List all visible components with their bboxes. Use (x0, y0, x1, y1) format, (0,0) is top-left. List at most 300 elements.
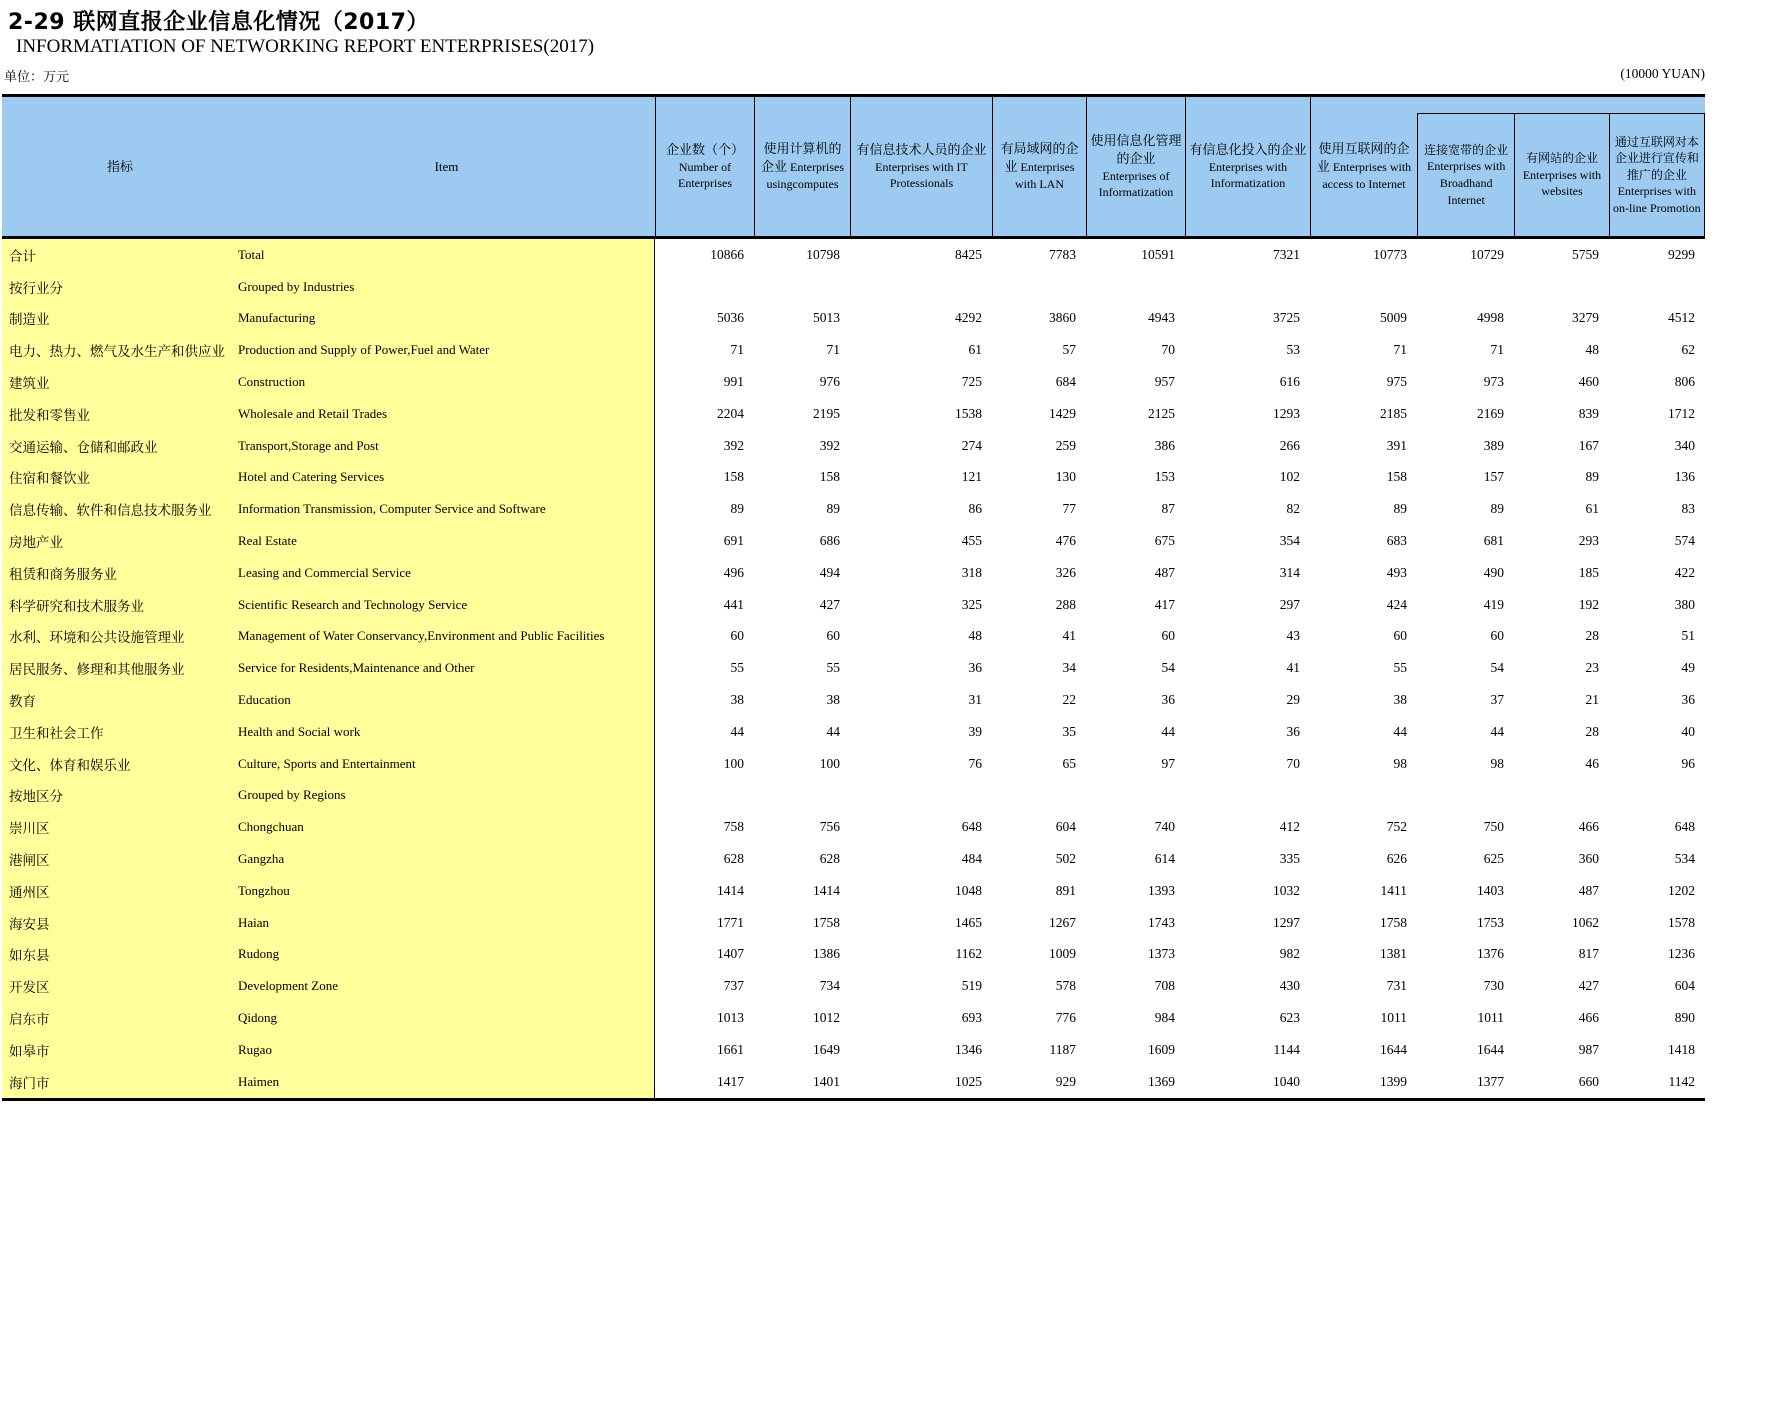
row-value: 4943 (1086, 303, 1185, 335)
row-label-zh: 电力、热力、燃气及水生产和供应业 (2, 334, 238, 366)
row-label-zh: 水利、环境和公共设施管理业 (2, 621, 238, 653)
row-label-zh: 如皋市 (2, 1034, 238, 1066)
row-label-en: Leasing and Commercial Service (238, 557, 655, 589)
row-value: 660 (1514, 1066, 1609, 1098)
table-row (2, 716, 1705, 748)
row-value: 340 (1609, 430, 1705, 462)
row-value: 691 (655, 525, 754, 557)
row-value: 419 (1417, 589, 1514, 621)
table-row (2, 621, 1705, 653)
row-value: 1407 (655, 939, 754, 971)
row-value: 417 (1086, 589, 1185, 621)
row-value: 10798 (754, 239, 850, 271)
row-label-zh: 租赁和商务服务业 (2, 557, 238, 589)
row-value: 36 (1185, 716, 1310, 748)
row-label-en: Development Zone (238, 970, 655, 1002)
row-value (1514, 780, 1609, 812)
row-value: 136 (1609, 462, 1705, 494)
row-value: 60 (1417, 621, 1514, 653)
row-value: 623 (1185, 1002, 1310, 1034)
row-value: 89 (655, 493, 754, 525)
table-row (2, 970, 1705, 1002)
row-value: 43 (1185, 621, 1310, 653)
row-label-en: Chongchuan (238, 811, 655, 843)
row-value: 1393 (1086, 875, 1185, 907)
row-value: 4292 (850, 303, 992, 335)
row-value: 34 (992, 652, 1086, 684)
row-value: 427 (1514, 970, 1609, 1002)
row-value: 386 (1086, 430, 1185, 462)
row-value: 192 (1514, 589, 1609, 621)
row-value: 3725 (1185, 303, 1310, 335)
row-label-zh: 教育 (2, 684, 238, 716)
row-value: 708 (1086, 970, 1185, 1002)
row-value: 31 (850, 684, 992, 716)
row-value: 22 (992, 684, 1086, 716)
row-value: 1411 (1310, 875, 1417, 907)
row-label-zh: 批发和零售业 (2, 398, 238, 430)
row-label-zh: 住宿和餐饮业 (2, 462, 238, 494)
row-value: 4998 (1417, 303, 1514, 335)
row-value: 167 (1514, 430, 1609, 462)
table-row (2, 271, 1705, 303)
column-header-internet-access: 使用互联网的企业 Enterprises with access to Internet (1310, 97, 1417, 236)
row-value: 1202 (1609, 875, 1705, 907)
row-value: 628 (655, 843, 754, 875)
row-label-zh: 文化、体育和娱乐业 (2, 748, 238, 780)
row-value (850, 780, 992, 812)
row-value: 288 (992, 589, 1086, 621)
row-value: 98 (1417, 748, 1514, 780)
column-header-item-zh: 指标 (106, 158, 133, 174)
row-value: 392 (655, 430, 754, 462)
row-value: 1267 (992, 907, 1086, 939)
row-value: 1040 (1185, 1066, 1310, 1098)
row-value: 60 (1310, 621, 1417, 653)
row-label-zh: 交通运输、仓储和邮政业 (2, 430, 238, 462)
row-value: 121 (850, 462, 992, 494)
row-label-zh: 按地区分 (2, 780, 238, 812)
column-header-it-professionals: 有信息技术人员的企业 Enterprises with IT Protessionals (850, 97, 992, 236)
row-value: 1465 (850, 907, 992, 939)
row-label-zh: 海门市 (2, 1066, 238, 1098)
row-value: 466 (1514, 1002, 1609, 1034)
page-title: 2-29 联网直报企业信息化情况（2017） (8, 10, 429, 35)
row-value: 1369 (1086, 1066, 1185, 1098)
row-value: 890 (1609, 1002, 1705, 1034)
row-value (1609, 780, 1705, 812)
row-value: 392 (754, 430, 850, 462)
row-value: 21 (1514, 684, 1609, 716)
row-value: 5013 (754, 303, 850, 335)
row-value: 1414 (655, 875, 754, 907)
row-value: 2169 (1417, 398, 1514, 430)
row-value: 806 (1609, 366, 1705, 398)
row-label-zh: 制造业 (2, 303, 238, 335)
row-value: 460 (1514, 366, 1609, 398)
row-value: 987 (1514, 1034, 1609, 1066)
row-value: 10866 (655, 239, 754, 271)
row-value: 325 (850, 589, 992, 621)
row-label-zh: 合计 (2, 239, 238, 271)
row-value: 83 (1609, 493, 1705, 525)
row-value: 693 (850, 1002, 992, 1034)
row-label-en: Haian (238, 907, 655, 939)
row-value: 756 (754, 811, 850, 843)
row-value: 51 (1609, 621, 1705, 653)
row-label-zh: 港闸区 (2, 843, 238, 875)
row-value: 975 (1310, 366, 1417, 398)
row-value: 752 (1310, 811, 1417, 843)
row-value: 730 (1417, 970, 1514, 1002)
row-value: 578 (992, 970, 1086, 1002)
row-value: 44 (1086, 716, 1185, 748)
row-value: 259 (992, 430, 1086, 462)
row-value: 61 (1514, 493, 1609, 525)
row-value: 1373 (1086, 939, 1185, 971)
row-value (1417, 780, 1514, 812)
row-value: 626 (1310, 843, 1417, 875)
table-body (2, 239, 1705, 1101)
row-value: 734 (754, 970, 850, 1002)
row-value (754, 271, 850, 303)
row-value: 62 (1609, 334, 1705, 366)
row-value: 616 (1185, 366, 1310, 398)
row-value: 293 (1514, 525, 1609, 557)
row-value: 2185 (1310, 398, 1417, 430)
row-label-en: Production and Supply of Power,Fuel and Water (238, 334, 655, 366)
row-value: 2204 (655, 398, 754, 430)
table-row (2, 366, 1705, 398)
table-row (2, 557, 1705, 589)
row-value: 61 (850, 334, 992, 366)
row-value: 96 (1609, 748, 1705, 780)
row-value: 476 (992, 525, 1086, 557)
row-value: 1009 (992, 939, 1086, 971)
table-row (2, 811, 1705, 843)
row-label-zh: 信息传输、软件和信息技术服务业 (2, 493, 238, 525)
table-row (2, 748, 1705, 780)
row-value: 55 (754, 652, 850, 684)
row-label-en: Grouped by Industries (238, 271, 655, 303)
row-label-en: Education (238, 684, 655, 716)
row-value: 1381 (1310, 939, 1417, 971)
row-value: 424 (1310, 589, 1417, 621)
row-value (850, 271, 992, 303)
table-row (2, 652, 1705, 684)
row-value: 614 (1086, 843, 1185, 875)
row-value: 4512 (1609, 303, 1705, 335)
row-label-en: Information Transmission, Computer Service and Software (238, 493, 655, 525)
row-value: 54 (1417, 652, 1514, 684)
row-value: 70 (1185, 748, 1310, 780)
row-value (754, 780, 850, 812)
table-row (2, 334, 1705, 366)
row-value: 681 (1417, 525, 1514, 557)
row-value: 1401 (754, 1066, 850, 1098)
table-row (2, 462, 1705, 494)
table-row (2, 907, 1705, 939)
row-value: 23 (1514, 652, 1609, 684)
row-label-zh: 海安县 (2, 907, 238, 939)
row-value: 740 (1086, 811, 1185, 843)
row-value: 1011 (1417, 1002, 1514, 1034)
row-value: 731 (1310, 970, 1417, 1002)
row-value: 737 (655, 970, 754, 1002)
row-value: 41 (1185, 652, 1310, 684)
row-value: 326 (992, 557, 1086, 589)
row-label-zh: 通州区 (2, 875, 238, 907)
table-row (2, 875, 1705, 907)
table-row (2, 239, 1705, 271)
row-value: 3860 (992, 303, 1086, 335)
row-value: 487 (1086, 557, 1185, 589)
row-value: 70 (1086, 334, 1185, 366)
row-value: 534 (1609, 843, 1705, 875)
row-value: 36 (1609, 684, 1705, 716)
row-value: 1062 (1514, 907, 1609, 939)
row-value: 1236 (1609, 939, 1705, 971)
stat-table (2, 94, 1705, 1101)
row-label-en: Hotel and Catering Services (238, 462, 655, 494)
row-value: 38 (655, 684, 754, 716)
row-value: 648 (850, 811, 992, 843)
row-value: 604 (992, 811, 1086, 843)
row-label-en: Management of Water Conservancy,Environment and Public Facilities (238, 621, 655, 653)
row-value (1514, 271, 1609, 303)
row-label-zh: 居民服务、修理和其他服务业 (2, 652, 238, 684)
row-value: 60 (754, 621, 850, 653)
row-label-en: Haimen (238, 1066, 655, 1098)
row-value: 380 (1609, 589, 1705, 621)
row-value: 839 (1514, 398, 1609, 430)
row-value: 71 (754, 334, 850, 366)
row-label-zh: 卫生和社会工作 (2, 716, 238, 748)
row-value: 684 (992, 366, 1086, 398)
row-value: 957 (1086, 366, 1185, 398)
row-value (1185, 271, 1310, 303)
unit-label-right: (10000 YUAN) (1620, 66, 1705, 81)
row-value: 2125 (1086, 398, 1185, 430)
row-value: 130 (992, 462, 1086, 494)
row-value: 89 (1417, 493, 1514, 525)
table-row (2, 939, 1705, 971)
row-value: 1771 (655, 907, 754, 939)
row-value: 991 (655, 366, 754, 398)
row-value: 1187 (992, 1034, 1086, 1066)
row-label-en: Culture, Sports and Entertainment (238, 748, 655, 780)
table-row (2, 430, 1705, 462)
row-value: 1032 (1185, 875, 1310, 907)
column-header-informatization-management: 使用信息化管理的企业 Enterprises of Informatization (1086, 97, 1185, 236)
row-value: 2195 (754, 398, 850, 430)
row-label-zh: 科学研究和技术服务业 (2, 589, 238, 621)
column-header-online-promotion: 通过互联网对本企业进行宣传和推广的企业 Enterprises with on-line Promotion (1609, 114, 1704, 236)
row-value: 89 (754, 493, 850, 525)
row-value: 97 (1086, 748, 1185, 780)
row-value: 1399 (1310, 1066, 1417, 1098)
row-value: 675 (1086, 525, 1185, 557)
row-label-en: Qidong (238, 1002, 655, 1034)
row-label-en: Construction (238, 366, 655, 398)
row-value: 1346 (850, 1034, 992, 1066)
row-value: 496 (655, 557, 754, 589)
row-value: 976 (754, 366, 850, 398)
row-value: 185 (1514, 557, 1609, 589)
row-value: 35 (992, 716, 1086, 748)
row-label-en: Service for Residents,Maintenance and Other (238, 652, 655, 684)
row-value: 158 (655, 462, 754, 494)
row-value: 10729 (1417, 239, 1514, 271)
row-value: 76 (850, 748, 992, 780)
row-value: 98 (1310, 748, 1417, 780)
row-value: 40 (1609, 716, 1705, 748)
row-value: 44 (1417, 716, 1514, 748)
row-value: 1661 (655, 1034, 754, 1066)
row-value: 776 (992, 1002, 1086, 1034)
row-value: 984 (1086, 1002, 1185, 1034)
row-value: 38 (754, 684, 850, 716)
row-value: 314 (1185, 557, 1310, 589)
table-row (2, 1066, 1705, 1098)
row-label-en: Grouped by Regions (238, 780, 655, 812)
row-value (1086, 271, 1185, 303)
row-value (655, 780, 754, 812)
row-value: 1712 (1609, 398, 1705, 430)
table-row (2, 525, 1705, 557)
row-value: 28 (1514, 716, 1609, 748)
column-header-item (2, 97, 655, 236)
column-header-informatization-input: 有信息化投入的企业 Enterprises with Informatization (1185, 97, 1310, 236)
row-value: 1386 (754, 939, 850, 971)
row-value: 758 (655, 811, 754, 843)
row-value: 1162 (850, 939, 992, 971)
row-value: 494 (754, 557, 850, 589)
row-label-zh: 如东县 (2, 939, 238, 971)
row-value: 502 (992, 843, 1086, 875)
row-label-en: Health and Social work (238, 716, 655, 748)
row-value: 360 (1514, 843, 1609, 875)
row-label-en: Wholesale and Retail Trades (238, 398, 655, 430)
row-value: 1417 (655, 1066, 754, 1098)
row-value (1609, 271, 1705, 303)
row-value: 1758 (1310, 907, 1417, 939)
row-value: 3279 (1514, 303, 1609, 335)
row-label-zh: 启东市 (2, 1002, 238, 1034)
row-value: 1403 (1417, 875, 1514, 907)
row-label-zh: 房地产业 (2, 525, 238, 557)
row-value: 100 (754, 748, 850, 780)
row-value: 817 (1514, 939, 1609, 971)
table-row (2, 398, 1705, 430)
unit-label: 单位：万元 (4, 70, 70, 85)
row-value: 519 (850, 970, 992, 1002)
row-label-en: Total (238, 239, 655, 271)
row-value: 86 (850, 493, 992, 525)
column-header-websites: 有网站的企业 Enterprises with websites (1514, 114, 1608, 236)
column-header-lan: 有局域网的企业 Enterprises with LAN (992, 97, 1086, 236)
row-value: 354 (1185, 525, 1310, 557)
table-row (2, 493, 1705, 525)
table-row (2, 589, 1705, 621)
row-value: 318 (850, 557, 992, 589)
row-value: 1758 (754, 907, 850, 939)
row-value: 430 (1185, 970, 1310, 1002)
row-value: 1644 (1417, 1034, 1514, 1066)
row-value: 648 (1609, 811, 1705, 843)
table-row (2, 780, 1705, 812)
row-value: 71 (1310, 334, 1417, 366)
row-value: 725 (850, 366, 992, 398)
table-row (2, 303, 1705, 335)
row-value: 55 (655, 652, 754, 684)
row-value: 490 (1417, 557, 1514, 589)
row-value: 1644 (1310, 1034, 1417, 1066)
row-value: 391 (1310, 430, 1417, 462)
row-value: 39 (850, 716, 992, 748)
row-label-en: Real Estate (238, 525, 655, 557)
row-value: 49 (1609, 652, 1705, 684)
row-value (655, 271, 754, 303)
row-value: 891 (992, 875, 1086, 907)
broadband-subgroup (1417, 113, 1705, 236)
row-value: 5009 (1310, 303, 1417, 335)
row-label-zh: 开发区 (2, 970, 238, 1002)
row-value: 60 (655, 621, 754, 653)
row-value: 1418 (1609, 1034, 1705, 1066)
column-header-broadband: 连接宽带的企业 Enterprises with Broadhand Internet (1424, 142, 1509, 207)
row-value: 82 (1185, 493, 1310, 525)
row-value: 427 (754, 589, 850, 621)
row-value: 29 (1185, 684, 1310, 716)
table-row (2, 1002, 1705, 1034)
row-value: 36 (850, 652, 992, 684)
row-value: 48 (1514, 334, 1609, 366)
row-value: 389 (1417, 430, 1514, 462)
column-header-using-computers: 使用计算机的企业 Enterprises usingcomputes (754, 97, 850, 236)
row-value (992, 780, 1086, 812)
row-value: 412 (1185, 811, 1310, 843)
row-value: 158 (1310, 462, 1417, 494)
row-value: 54 (1086, 652, 1185, 684)
row-value: 1649 (754, 1034, 850, 1066)
row-value: 1743 (1086, 907, 1185, 939)
row-value: 153 (1086, 462, 1185, 494)
row-label-en: Rugao (238, 1034, 655, 1066)
row-value: 1011 (1310, 1002, 1417, 1034)
row-value: 750 (1417, 811, 1514, 843)
row-value: 5036 (655, 303, 754, 335)
row-value: 7783 (992, 239, 1086, 271)
row-value: 297 (1185, 589, 1310, 621)
row-value: 7321 (1185, 239, 1310, 271)
row-label-en: Scientific Research and Technology Service (238, 589, 655, 621)
row-value: 973 (1417, 366, 1514, 398)
row-value: 41 (992, 621, 1086, 653)
row-value: 89 (1310, 493, 1417, 525)
row-value: 38 (1310, 684, 1417, 716)
row-value: 1293 (1185, 398, 1310, 430)
row-value: 1025 (850, 1066, 992, 1098)
row-value: 266 (1185, 430, 1310, 462)
row-value: 487 (1514, 875, 1609, 907)
row-value: 628 (754, 843, 850, 875)
row-value: 44 (655, 716, 754, 748)
row-value: 1609 (1086, 1034, 1185, 1066)
row-value: 65 (992, 748, 1086, 780)
row-value: 1012 (754, 1002, 850, 1034)
row-value: 1578 (1609, 907, 1705, 939)
